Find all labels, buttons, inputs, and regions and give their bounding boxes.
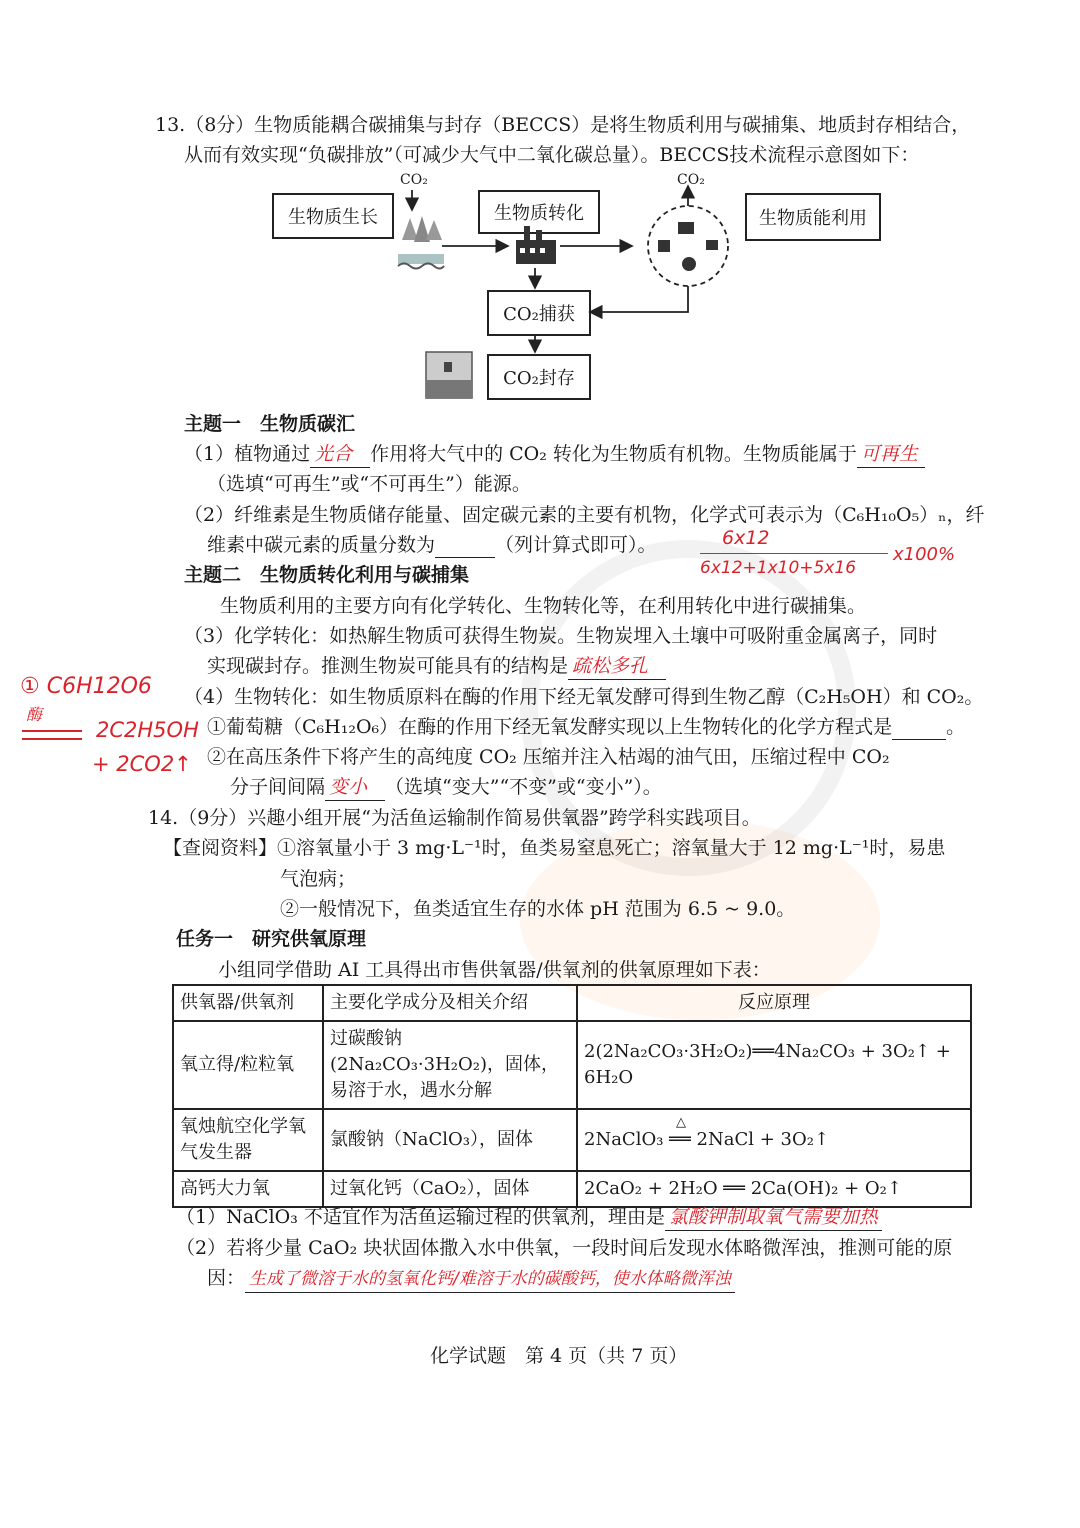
table-cell-equation [577,1109,971,1171]
q14-heading: 14.（9分）兴趣小组开展“为活鱼运输制作简易供氧器”跨学科实践项目。 [148,807,761,829]
q13-part3-answer: 疏松多孔 [568,653,666,680]
table-header-cell: 主要化学成分及相关介绍 [323,985,577,1021]
q14-part1 [176,1204,882,1231]
margin-note-line-2 [22,738,82,740]
topic1-heading: 主题一 生物质碳汇 [184,413,356,435]
q13-part1-answer-1: 光合 [310,441,370,468]
task1-heading: 任务一 研究供氧原理 [176,928,367,950]
margin-note-catalyst: 酶 [26,705,43,724]
topic2-intro: 生物质利用的主要方向有化学转化、生物转化等，在利用转化中进行碳捕集。 [220,595,867,617]
q13-part4-line1: （4）生物转化：如生物质原料在酶的作用下经无氧发酵可得到生物乙醇（C₂H₅OH）和 CO₂。 [184,686,984,708]
co2-capture-box: CO₂捕获 [487,290,591,336]
margin-note-line-1 [22,730,82,732]
oxygen-supply-table [172,984,972,1208]
table-header-cell: 供氧器/供氧剂 [173,985,323,1021]
table-row [173,1171,971,1207]
q13-part2-line1: （2）纤维素是生物质储存能量、固定碳元素的主要有机物，化学式可表示为（C₆H₁₀O₅）ₙ，纤 [184,504,985,526]
q14-reference-1: 【查阅资料】①溶氧量小于 3 mg·L⁻¹时，鱼类易窒息死亡；溶氧量大于 12 mg·L⁻¹时，易患 [163,837,946,859]
margin-note-product-1: 2C2H5OH [96,718,199,742]
q13-part2-answer-tail: x100% [893,544,956,565]
table-row [173,1109,971,1171]
page-footer: 化学试题 第 4 页（共 7 页） [430,1345,688,1367]
table-row [173,1021,971,1109]
margin-note-product-2: + 2CO2↑ [92,752,192,776]
table-cell: 氯酸钠（NaClO₃），固体 [323,1109,577,1171]
q13-part4-answer: 变小 [325,774,385,801]
q13-part2-answer-denominator: 6x12+1x10+5x16 [700,558,857,578]
q13-part4-text-d: 分子间间隔 [230,776,326,798]
q13-part1-text-a: （1）植物通过 [184,443,311,465]
table-cell: 过碳酸钠(2Na₂CO₃·3H₂O₂)，固体，易溶于水，遇水分解 [323,1021,577,1109]
q13-part2-answer-numerator: 6x12 [722,527,770,549]
heat-symbol: △ [676,1115,686,1130]
q14-reference-2: ②一般情况下，鱼类适宜生存的水体 pH 范围为 6.5 ~ 9.0。 [280,898,796,920]
q14-part1-text: （1）NaClO₃ 不适宜作为活鱼运输过程的供氧剂，理由是 [176,1206,665,1228]
q13-part1-line2: （选填“可再生”或“不可再生”）能源。 [207,473,531,495]
q13-part1-text-b: 作用将大气中的 CO₂ 转化为生物质有机物。生物质能属于 [370,443,857,465]
storage-site-icon [426,352,472,398]
q13-part3-text: 实现碳封存。推测生物炭可能具有的结构是 [207,655,569,677]
q13-part2-line2 [207,532,657,558]
trees-icon [398,216,444,269]
flow-arrows [380,170,900,410]
factory-icon [516,226,556,264]
task1-intro: 小组同学借助 AI 工具得出市售供氧器/供氧剂的供氧原理如下表： [218,959,771,981]
q14-part2-text: 因： [207,1267,246,1289]
q13-part4-line4 [230,774,662,801]
table-cell: 2(2Na₂CO₃·3H₂O₂)══4Na₂CO₃ + 3O₂↑ + 6H₂O [577,1021,971,1109]
q14-part2-line2 [207,1265,735,1293]
bioenergy-use-box: 生物质能利用 [745,193,881,241]
biomass-growth-box: 生物质生长 [272,193,394,239]
q14-reference-1b: 气泡病； [280,868,357,890]
q13-part2-text-c: （列计算式即可）。 [495,534,657,556]
table-cell: 高钙大力氧 [173,1171,323,1207]
q13-part2-fraction-bar [700,553,888,554]
q13-part4-line2: ①葡萄糖（C₆H₁₂O₆）在酶的作用下经无氧发酵实现以上生物转化的化学方程式是 。 [207,716,966,738]
table-cell: 2CaO₂ + 2H₂O ══ 2Ca(OH)₂ + O₂↑ [577,1171,971,1207]
table-header-cell: 反应原理 [577,985,971,1021]
q13-part2-text-b: 维素中碳元素的质量分数为 [207,534,436,556]
table-cell: 过氧化钙（CaO₂），固体 [323,1171,577,1207]
q14-part2-answer: 生成了微溶于水的氢氧化钙/难溶于水的碳酸钙，使水体略微浑浊 [245,1266,735,1293]
q13-part4-blank [892,739,946,740]
co2-out-label: CO₂ [677,172,705,188]
table-header-row [173,985,971,1021]
topic2-heading: 主题二 生物质转化利用与碳捕集 [184,564,470,586]
table-cell: 氧烛航空化学氧气发生器 [173,1109,323,1171]
q13-part1-line1 [184,441,925,468]
co2-storage-box: CO₂封存 [487,354,591,400]
co2-in-label: CO₂ [400,172,428,188]
biomass-conversion-box: 生物质转化 [478,190,600,234]
table-cell: 2NaClO₃ ══ 2NaCl + 3O₂↑ [584,1129,830,1150]
q14-part2-line1: （2）若将少量 CaO₂ 块状固体撒入水中供氧，一段时间后发现水体略微浑浊，推测可能的原 [176,1237,953,1259]
q13-part3-line1: （3）化学转化：如热解生物质可获得生物炭。生物炭埋入土壤中可吸附重金属离子，同时 [184,625,938,647]
q14-part1-answer: 氯酸钾制取氧气需要加热 [665,1204,882,1231]
q13-heading: 13.（8分）生物质能耦合碳捕集与封存（BECCS）是将生物质利用与碳捕集、地质封存相结合， [155,114,971,136]
margin-note-reactant: ① C6H12O6 [20,674,152,699]
q13-part4-text-e: （选填“变大”“不变”或“变小”）。 [385,776,662,798]
q13-heading-2: 从而有效实现“负碳排放”（可减少大气中二氧化碳总量）。BECCS技术流程示意图如下： [184,144,920,166]
q13-part1-answer-2: 可再生 [857,441,925,468]
q13-part2-blank [435,557,495,558]
q13-part3-line2 [207,653,666,680]
energy-use-circle-icon [648,206,728,286]
q13-part4-line3: ②在高压条件下将产生的高纯度 CO₂ 压缩并注入枯竭的油气田，压缩过程中 CO₂ [207,746,890,768]
q13-part4-text-b: ①葡萄糖（C₆H₁₂O₆）在酶的作用下经无氧发酵实现以上生物转化的化学方程式是 [207,716,893,738]
table-cell: 氧立得/粒粒氧 [173,1021,323,1109]
